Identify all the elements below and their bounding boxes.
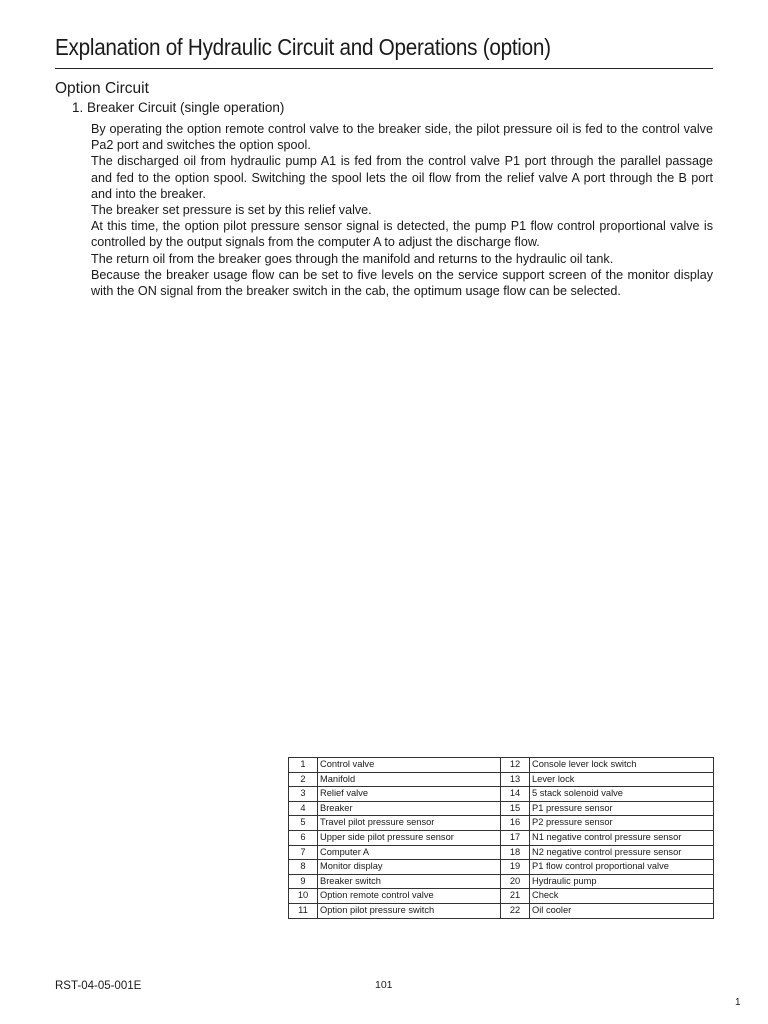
page-number: 101 [375,979,393,991]
part-number: 7 [289,845,318,860]
part-name: Monitor display [318,860,501,875]
table-row [289,816,714,831]
paragraph: By operating the option remote control valve to the breaker side, the pilot pressure oil is fed to the control valve Pa2 port and switches the option spool. [91,122,713,153]
paragraph: Because the breaker usage flow can be set to five levels on the service support screen of the monitor display with the ON signal from the breaker switch in the cab, the optimum usage flow can be selected. [91,267,713,299]
table-row [289,830,714,845]
part-number: 9 [289,874,318,889]
part-number: 22 [501,903,530,918]
part-number: 16 [501,816,530,831]
part-name: P2 pressure sensor [530,816,714,831]
paragraph: The return oil from the breaker goes through the manifold and returns to the hydraulic oil tank. [91,251,614,266]
part-number: 6 [289,830,318,845]
part-name: Relief valve [318,787,501,802]
part-number: 4 [289,801,318,816]
part-name: Breaker [318,801,501,816]
part-name: P1 pressure sensor [530,801,714,816]
table-row [289,787,714,802]
part-number: 12 [501,758,530,773]
part-number: 5 [289,816,318,831]
paragraph: At this time, the option pilot pressure sensor signal is detected, the pump P1 flow control proportional valve is controlled by the output signals from the computer A to adjust the discharge flow. [91,219,713,250]
part-name: Console lever lock switch [530,758,714,773]
parts-table [288,757,714,919]
subsection-title: 1. Breaker Circuit (single operation) [72,100,285,115]
part-name: Hydraulic pump [530,874,714,889]
part-name: Travel pilot pressure sensor [318,816,501,831]
part-number: 19 [501,860,530,875]
part-name: Manifold [318,772,501,787]
part-name: Lever lock [530,772,714,787]
table-row [289,874,714,889]
part-name: Control valve [318,758,501,773]
part-name: Oil cooler [530,903,714,918]
part-number: 13 [501,772,530,787]
table-row [289,772,714,787]
body-text [91,121,713,299]
table-row [289,860,714,875]
part-number: 20 [501,874,530,889]
part-name: Upper side pilot pressure sensor [318,830,501,845]
table-row [289,801,714,816]
part-number: 8 [289,860,318,875]
paragraph: The breaker set pressure is set by this relief valve. [91,203,372,218]
part-name: N2 negative control pressure sensor [530,845,714,860]
part-number: 15 [501,801,530,816]
section-title: Option Circuit [55,80,149,97]
part-number: 17 [501,830,530,845]
part-name: Breaker switch [318,874,501,889]
part-name: P1 flow control proportional valve [530,860,714,875]
table-row [289,889,714,904]
part-name: Option remote control valve [318,889,501,904]
paragraph: The discharged oil from hydraulic pump A1 is fed from the control valve P1 port through the parallel passage and fed to the option spool. Switching the spool lets the oil flow from the relief valve A port through the B port and into the breaker. [91,154,713,201]
part-name: Computer A [318,845,501,860]
part-number: 11 [289,903,318,918]
part-name: Check [530,889,714,904]
part-name: Option pilot pressure switch [318,903,501,918]
part-number: 21 [501,889,530,904]
part-name: 5 stack solenoid valve [530,787,714,802]
part-number: 18 [501,845,530,860]
part-name: N1 negative control pressure sensor [530,830,714,845]
part-number: 1 [289,758,318,773]
part-number: 10 [289,889,318,904]
table-row [289,845,714,860]
document-id: RST-04-05-001E [55,980,142,992]
table-row [289,903,714,918]
part-number: 3 [289,787,318,802]
table-row [289,758,714,773]
part-number: 14 [501,787,530,802]
corner-page-marker: 1 [735,997,741,1008]
page-title: Explanation of Hydraulic Circuit and Operations (option) [55,34,551,60]
part-number: 2 [289,772,318,787]
title-divider [55,68,713,69]
